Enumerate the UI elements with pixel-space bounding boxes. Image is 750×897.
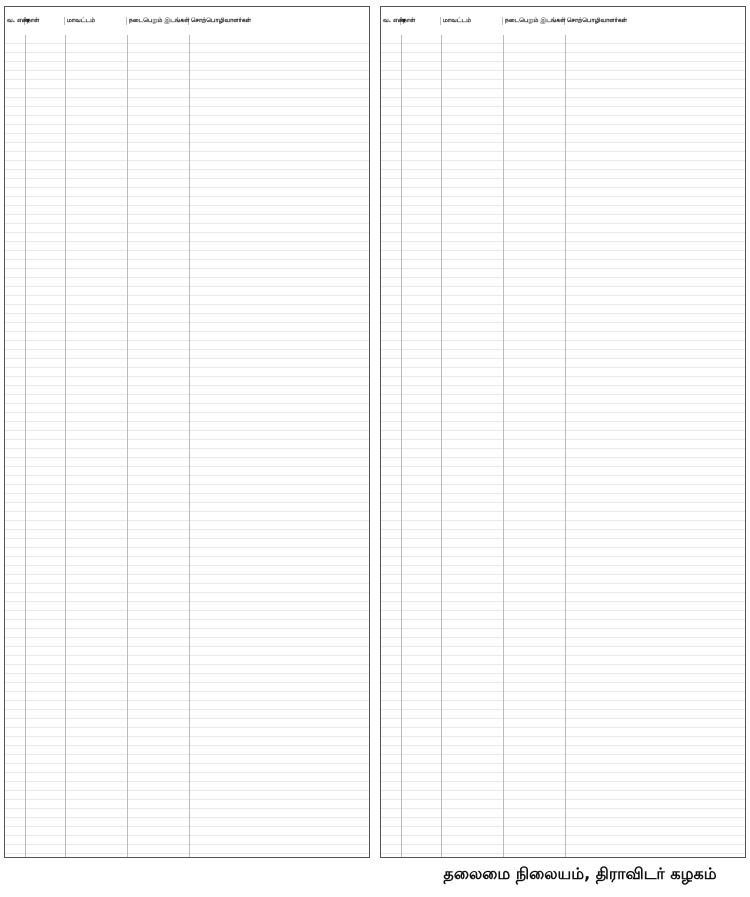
table-body-right xyxy=(381,35,745,857)
table-header-right xyxy=(381,7,745,36)
header-speakers: சொற்பொழிவாளர்கள் xyxy=(191,17,252,24)
table-body-left xyxy=(5,35,369,857)
schedule-table-left xyxy=(4,6,370,858)
header-district: மாவட்டம் xyxy=(65,17,127,25)
schedule-table-right xyxy=(380,6,746,858)
header-date: நாள் xyxy=(25,17,65,25)
organization-footer: தலைமை நிலையம், திராவிடர் கழகம் xyxy=(443,864,717,883)
header-date: நாள் xyxy=(401,17,441,25)
header-speakers: சொற்பொழிவாளர்கள் xyxy=(567,17,628,24)
header-district: மாவட்டம் xyxy=(441,17,503,25)
header-serial: வ. எண் xyxy=(7,17,30,24)
header-serial: வ. எண் xyxy=(383,17,406,24)
table-header-left xyxy=(5,7,369,36)
header-place: நடைபெறும் இடங்கள் xyxy=(129,17,190,24)
header-place: நடைபெறும் இடங்கள் xyxy=(505,17,566,24)
